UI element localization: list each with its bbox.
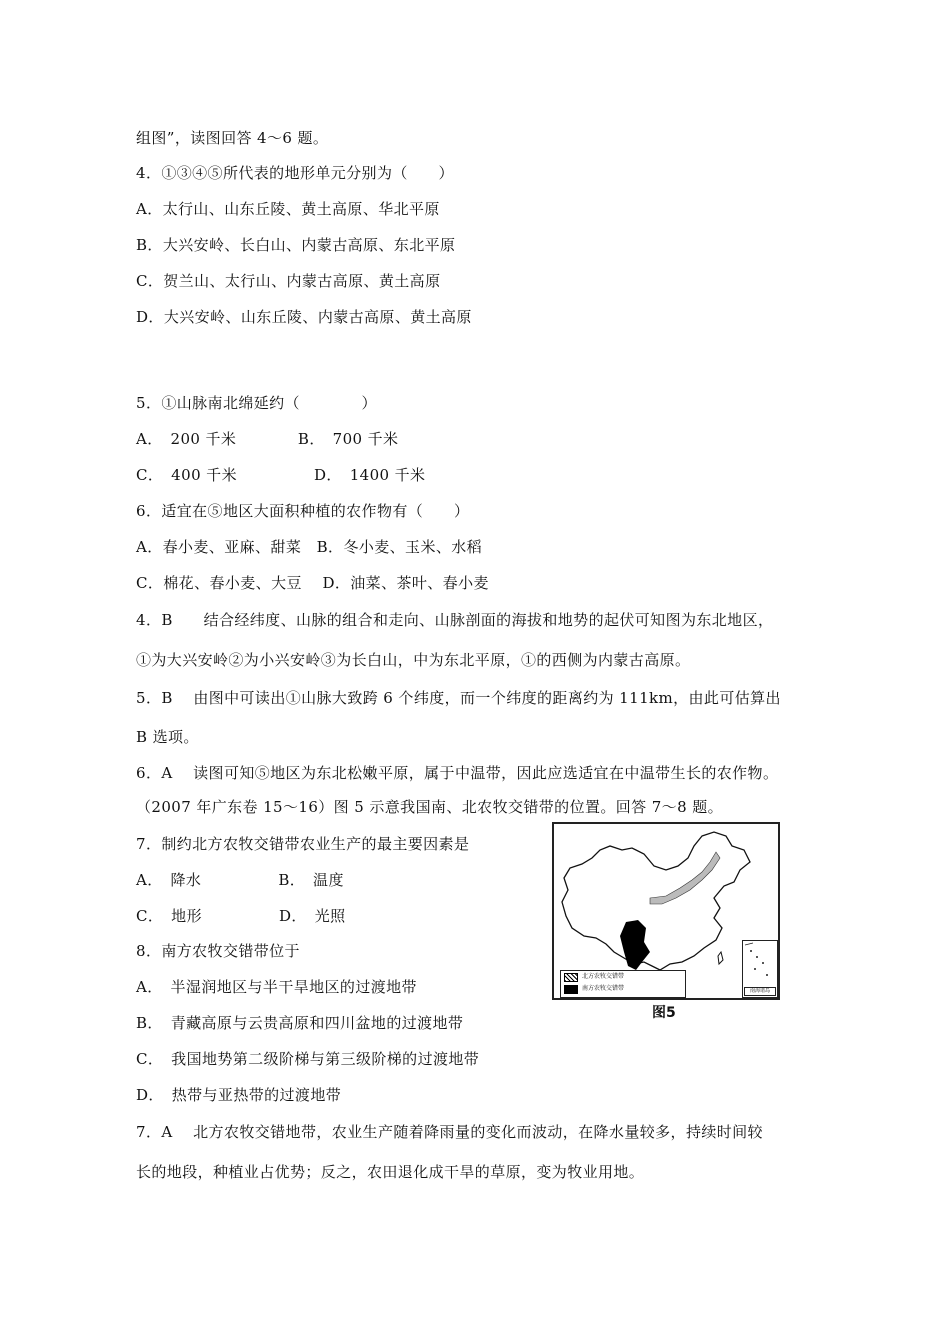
- inset-islands: [743, 941, 777, 987]
- legend-north-row: [561, 971, 685, 983]
- south-china-sea-inset: [742, 940, 778, 998]
- option-8c: C． 我国地势第二级阶梯与第三级阶梯的过渡地带: [136, 1050, 480, 1068]
- options-5cd: C． 400 千米 D． 1400 千米: [136, 466, 426, 484]
- legend-south-row: [561, 983, 685, 995]
- legend-south-label: 南方农牧交错带: [582, 985, 625, 992]
- answer-5: 5．B 由图中可读出①山脉大致跨 6 个纬度，而一个纬度的距离约为 111km，由此可估算出: [136, 689, 781, 707]
- options-7ab: A． 降水 B． 温度: [136, 871, 344, 889]
- options-6cd: C．棉花、春小麦、大豆 D．油菜、茶叶、春小麦: [136, 574, 489, 592]
- options-5ab: A． 200 千米 B． 700 千米: [136, 430, 399, 448]
- question-6: 6．适宜在⑤地区大面积种植的农作物有（ ）: [136, 502, 470, 520]
- question-5: 5．①山脉南北绵延约（ ）: [136, 394, 377, 412]
- text-line: 组图”，读图回答 4～6 题。: [136, 129, 329, 147]
- answer-6: 6．A 读图可知⑤地区为东北松嫩平原，属于中温带，因此应选适宜在中温带生长的农作物。: [136, 764, 779, 782]
- hatch-swatch: [564, 973, 578, 982]
- figure-caption: 图5: [652, 1005, 676, 1021]
- question-8: 8．南方农牧交错带位于: [136, 942, 300, 960]
- question-4: 4．①③④⑤所代表的地形单元分别为（ ）: [136, 164, 454, 182]
- legend-north-label: 北方农牧交错带: [582, 973, 625, 980]
- intro-7-8: （2007 年广东卷 15～16）图 5 示意我国南、北农牧交错带的位置。回答 7～8 题。: [136, 798, 723, 816]
- inset-label: 南海诸岛: [744, 987, 776, 996]
- taiwan-island: [718, 952, 723, 964]
- option-4b: B．大兴安岭、长白山、内蒙古高原、东北平原: [136, 236, 456, 254]
- map-legend: [560, 970, 686, 998]
- answer-7: 7．A 北方农牧交错地带，农业生产随着降雨量的变化而波动，在降水量较多，持续时间较: [136, 1123, 763, 1141]
- options-7cd: C． 地形 D． 光照: [136, 907, 346, 925]
- option-4a: A．太行山、山东丘陵、黄土高原、华北平原: [136, 200, 440, 218]
- china-map-figure: [552, 822, 780, 1000]
- option-8b: B． 青藏高原与云贵高原和四川盆地的过渡地带: [136, 1014, 464, 1032]
- question-7: 7．制约北方农牧交错带农业生产的最主要因素是: [136, 835, 470, 853]
- option-8d: D． 热带与亚热带的过渡地带: [136, 1086, 342, 1104]
- answer-4-cont: ①为大兴安岭②为小兴安岭③为长白山，中为东北平原，①的西侧为内蒙古高原。: [136, 651, 691, 669]
- options-6ab: A．春小麦、亚麻、甜菜 B．冬小麦、玉米、水稻: [136, 538, 483, 556]
- answer-5-cont: B 选项。: [136, 728, 199, 746]
- answer-7-cont: 长的地段，种植业占优势；反之，农田退化成干旱的草原，变为牧业用地。: [136, 1163, 645, 1181]
- option-8a: A． 半湿润地区与半干旱地区的过渡地带: [136, 978, 417, 996]
- option-4c: C．贺兰山、太行山、内蒙古高原、黄土高原: [136, 272, 441, 290]
- solid-swatch: [564, 985, 578, 994]
- option-4d: D．大兴安岭、山东丘陵、内蒙古高原、黄土高原: [136, 308, 472, 326]
- answer-4: 4．B 结合经纬度、山脉的组合和走向、山脉剖面的海拔和地势的起伏可知图为东北地区，: [136, 611, 774, 629]
